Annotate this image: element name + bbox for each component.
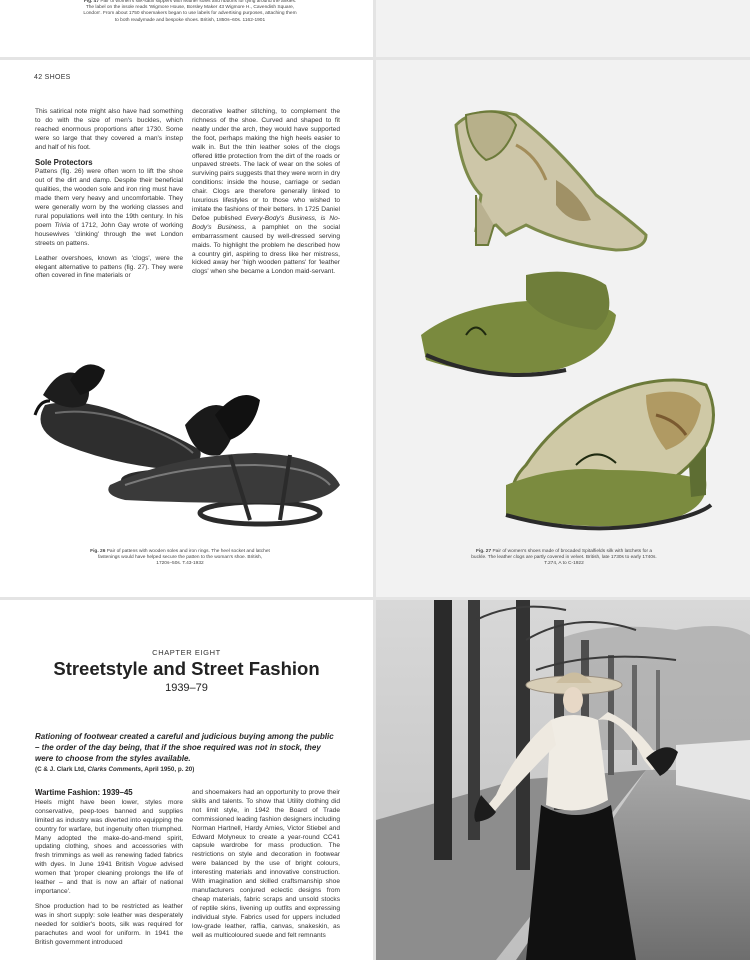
patten-shoes-photo bbox=[25, 335, 345, 535]
paragraph: Heels might have been lower, styles more conservative, peep-toes banned and supplies limited as industry was diverted into equipping the country for warfare, but ingenuity often triumphed. Many adopted the make-do-and-mend spirit, updating clothing, shoes and accessories with fresh trimmings as well as renewing faded fabrics with dyes. In June 1941 British Vogue advised women that 'proper cleaning prolongs the life of leather – and that is now an affair of national importance'. bbox=[35, 798, 183, 895]
top-right-page-fragment bbox=[376, 0, 750, 57]
chapter-eight-page bbox=[0, 600, 373, 960]
page42-column-2 bbox=[192, 108, 340, 283]
chapter-dates: 1939–79 bbox=[165, 682, 208, 694]
epigraph-quote: Rationing of footwear created a careful and judicious buying among the public – the order of the day being, that if the shoe required was not in stock, they were to choose from the styles available. bbox=[35, 732, 334, 763]
chapter-label: CHAPTER EIGHT bbox=[152, 648, 221, 657]
chapter-epigraph bbox=[35, 731, 340, 773]
chapter-title: Streetstyle and Street Fashion bbox=[53, 658, 320, 679]
chapter-column-2 bbox=[192, 789, 340, 946]
fig47-caption: Fig. 47 Pair of women's silk-satin slippers with leather soles and ribbons for tying around the ankles. The label on the insole reads 'Wigmore House, Borsley Maker 43 Wigmore H., Cavendish Square, London'. From about 1750 shoemakers began to use labels for advertising purposes, attaching them to both readymade and bespoke shoes. British, 1850s–60s. 1162-1901 bbox=[83, 0, 297, 23]
silk-shoes-clogs-photo bbox=[406, 85, 726, 555]
top-caption-page bbox=[0, 0, 373, 57]
page-43 bbox=[376, 60, 750, 597]
page-42 bbox=[0, 60, 373, 597]
section-heading-wartime-fashion: Wartime Fashion: 1939–45 bbox=[35, 788, 133, 797]
epigraph-source: (C & J. Clark Ltd, Clarks Comments, April 1950, p. 20) bbox=[35, 766, 195, 773]
fig27-caption: Fig. 27 Pair of women's shoes made of brocaded Spitalfields silk with latchets for a buckle. The leather clogs are partly covered in velvet. British, late 1730s to early 1740s. T.274, A to C-1922 bbox=[471, 549, 657, 567]
fashion-photo-page bbox=[376, 600, 750, 960]
page42-column-1 bbox=[35, 108, 183, 287]
fig47-label: Fig. 47 bbox=[83, 0, 100, 4]
section-heading-sole-protectors: Sole Protectors bbox=[35, 157, 93, 167]
fashion-photo-woman-in-hat bbox=[376, 600, 750, 960]
running-head: 42 SHOES bbox=[34, 74, 71, 81]
paragraph: This satirical note might also have had something to do with the size of men's buckles, which reached enormous proportions after 1730. Some were so large that they covered a man's instep and half of his foot. bbox=[35, 108, 183, 151]
paragraph: decorative leather stitching, to complement the richness of the shoe. Curved and shaped to fit neatly under the arch, they would have supported the foot, perhaps making the high heels easier to walk in. But the thin leather soles of the clogs offered little protection from the dirt of the roads or unpaved streets. The lack of wear on the soles of surviving pairs suggests that they were worn in dry conditions: inside the house, carriage or sedan chair. Clogs are therefore generally linked to luxurious lifestyles or to those who wished to imitate the fashions of their betters. In 1725 Daniel Defoe published Every-Body's Business, is No-Body's Business, a pamphlet on the social embarrassment caused by well-dressed serving maids. To highlight the problem he described how a country girl, aspiring to dress like her mistress, kicked away her 'high wooden pattens' for 'leather clogs' when she became a London maid-servant. bbox=[192, 108, 340, 276]
fig26-caption: Fig. 26 Pair of pattens with wooden soles and iron rings. The heel socket and latchet fastenings would have helped secure the patten to the woman's shoe. British, 1720s–50s. T.43-1932 bbox=[90, 549, 270, 567]
chapter-column-1 bbox=[35, 789, 183, 953]
paragraph: and shoemakers had an opportunity to prove their skills and talents. To show that Utility clothing did not limit style, in 1942 the Board of Trade commissioned leading fashion designers including Norman Hartnell, Hardy Amies, Victor Stiebel and Edward Molyneux to create a year-round CC41 capsule wardrobe for mass production. The restrictions on style and decoration in footwear were balanced by the use of bright colours, interesting materials and innovative construction. With imagination and skilled craftsmanship shoe manufacturers conjured eclectic designs from cheap materials, fabric scraps and unsold stocks of reptile skins, livening up outfits and expressing individual style. Fabrics used for uppers included low-grade leather, raffia, canvas, snakeskin, as well as multicoloured suede and felt remnants bbox=[192, 789, 340, 939]
paragraph: Leather overshoes, known as 'clogs', were the elegant alternative to pattens (fig. 27). They were often covered in fine materials or bbox=[35, 254, 183, 280]
paragraph: Shoe production had to be restricted as leather was in short supply: sole leather was desperately needed for soldier's boots, silk was required for parachutes and wool for uniform. In 1941 the British government introduced bbox=[35, 902, 183, 946]
paragraph: Pattens (fig. 26) were often worn to lift the shoe out of the dirt and damp. Despite their beneficial qualities, the wooden sole and iron ring must have made them very heavy and uncomfortable. They were generally worn by the working classes and rural populations well into the 19th century. In his poem Trivia of 1712, John Gay wrote of working housewives 'clinking' through the wet London streets on pattens. bbox=[35, 168, 183, 247]
